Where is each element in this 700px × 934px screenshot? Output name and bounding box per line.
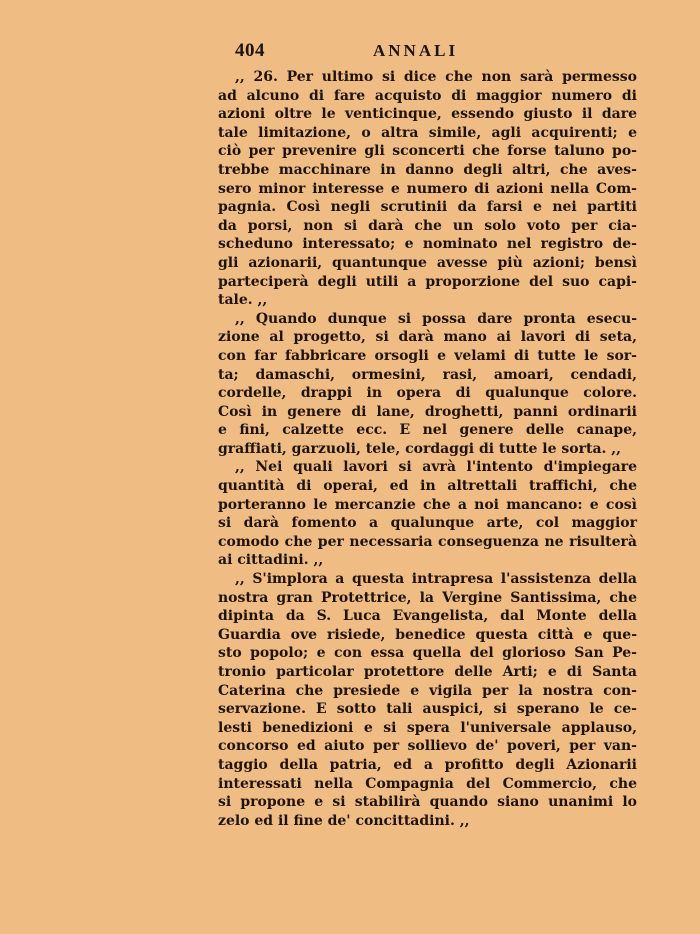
text-line: ta; damaschi, ormesini, rasi, amoari, cendadi,	[218, 366, 637, 383]
text-line: e fini, calzette ecc. E nel genere delle canape,	[218, 422, 637, 439]
text-line: zione al progetto, si darà mano ai lavori di seta,	[218, 329, 637, 346]
text-line: sero minor interesse e numero di azioni nella Com-	[218, 180, 637, 197]
text-line: tale limitazione, o altra simile, agli acquirenti; e	[218, 124, 637, 141]
text-line: Così in genere di lane, droghetti, panni ordinarii	[218, 403, 637, 420]
text-line: ,, Quando dunque si possa dare pronta esecu-	[235, 310, 637, 327]
text-line: Guardia ove risiede, benedice questa città e que-	[218, 626, 637, 643]
text-line: quantità di operai, ed in altrettali traffichi, che	[218, 478, 637, 495]
text-line: porteranno le mercanzie che a noi mancano: e così	[218, 496, 637, 513]
page-header	[218, 40, 637, 68]
text-line: graffiati, garzuoli, tele, cordaggi di tutte le sorta. ,,	[218, 440, 622, 457]
text-line: nostra gran Protettrice, la Vergine Santissima, che	[218, 589, 637, 606]
text-line: cordelle, drappi in opera di qualunque colore.	[218, 385, 637, 402]
text-line: servazione. E sotto tali auspici, si sperano le ce-	[218, 701, 637, 718]
text-line: tale. ,,	[218, 292, 268, 309]
text-line: ai cittadini. ,,	[218, 552, 324, 569]
running-head: ANNALI	[373, 41, 459, 60]
text-line: scheduno interessato; e nominato nel registro de-	[218, 236, 637, 253]
text-line: ciò per prevenire gli sconcerti che forse taluno po-	[218, 143, 637, 160]
text-line: trebbe macchinare in danno degli altri, che aves-	[218, 161, 637, 178]
text-line: interessati nella Compagnia del Commercio, che	[218, 775, 637, 792]
paragraph	[218, 68, 637, 310]
text-line: si darà fomento a qualunque arte, col maggior	[218, 515, 637, 532]
text-line: azioni oltre le venticinque, essendo giusto il dare	[218, 106, 637, 123]
text-line: ,, S'implora a questa intrapresa l'assistenza della	[235, 571, 637, 588]
text-line: da porsi, non si darà che un solo voto per cia-	[218, 217, 637, 234]
text-line: zelo ed il fine de' concittadini. ,,	[218, 812, 470, 829]
text-line: ,, Nei quali lavori si avrà l'intento d'impiegare	[235, 459, 637, 476]
text-line: con far fabbricare orsogli e velami di tutte le sor-	[218, 347, 637, 364]
text-line: sto popolo; e con essa quella del glorioso San Pe-	[218, 645, 637, 662]
body-text	[218, 68, 637, 830]
text-line: tronio particolar protettore delle Arti; e di Santa	[218, 664, 637, 680]
book-page	[218, 40, 637, 830]
text-line: taggio della patria, ed a profitto degli Azionarii	[218, 756, 637, 773]
text-line: si propone e si stabilirà quando siano unanimi lo	[218, 794, 637, 811]
text-line: concorso ed aiuto per sollievo de' poveri, per van-	[218, 738, 637, 755]
text-line: Caterina che presiede e vigila per la nostra con-	[218, 682, 637, 699]
text-line: ad alcuno di fare acquisto di maggior numero di	[218, 87, 637, 104]
text-line: gli azionarii, quantunque avesse più azioni; bensì	[218, 254, 637, 271]
paragraph	[218, 310, 637, 459]
text-line: lesti benedizioni e si spera l'universale applauso,	[218, 719, 637, 736]
text-line: pagnia. Così negli scrutinii da farsi e nei partiti	[218, 199, 637, 216]
text-line: comodo che per necessaria conseguenza ne risulterà	[218, 533, 637, 550]
text-line: ,, 26. Per ultimo si dice che non sarà permesso	[235, 69, 637, 85]
text-line: parteciperà degli utili a proporzione del suo capi-	[218, 273, 637, 290]
paragraph	[218, 570, 637, 830]
text-line: dipinta da S. Luca Evangelista, dal Monte della	[218, 608, 637, 625]
paragraph	[218, 458, 637, 570]
page-number: 404	[235, 40, 265, 61]
